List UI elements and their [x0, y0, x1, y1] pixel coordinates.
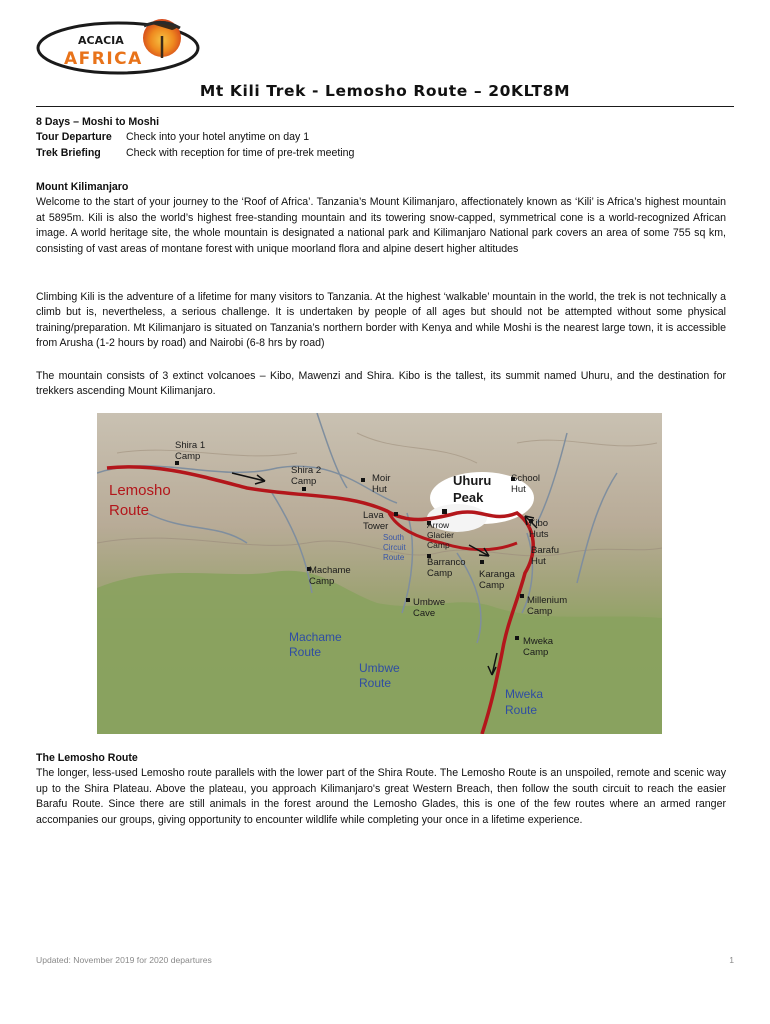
label-uhuru-l2: Peak: [453, 490, 484, 505]
label-uhuru-l1: Uhuru: [453, 473, 492, 488]
label-karanga-l2: Camp: [479, 580, 505, 591]
label-south-l3: Route: [383, 553, 405, 562]
label-karanga-l1: Karanga: [479, 569, 515, 580]
label-barafu-l1: Barafu: [531, 545, 559, 556]
label-south-l2: Circuit: [383, 543, 406, 552]
page-title: Mt Kili Trek - Lemosho Route – 20KLT8M: [199, 82, 571, 100]
label-barranco-l1: Barranco: [427, 557, 466, 568]
label-machame-l1: Machame: [309, 565, 351, 576]
label-barranco-l2: Camp: [427, 568, 453, 579]
label-millenium-l2: Camp: [527, 606, 553, 617]
label-school-l1: School: [511, 473, 541, 484]
page-number: 1: [729, 955, 734, 965]
label-school-l2: Hut: [511, 484, 526, 495]
label-millenium-l1: Millenium: [527, 595, 568, 606]
label-moir-l1: Moir: [372, 473, 391, 484]
label-kibo-l2: Huts: [529, 529, 549, 540]
logo-line2: AFRICA: [64, 49, 143, 69]
label-mweka-route-l1: Mweka: [505, 687, 544, 701]
label-umbwe-l1: Umbwe: [413, 597, 446, 608]
label-barafu-l2: Hut: [531, 556, 546, 567]
label-machame-l2: Camp: [309, 576, 335, 587]
footer-updated: Updated: November 2019 for 2020 departures: [36, 955, 212, 965]
label-umbwe-l2: Cave: [413, 608, 436, 619]
label-shira1-l2: Camp: [175, 451, 201, 462]
label-arrow-l3: Camp: [427, 540, 450, 550]
meta-label: Tour Departure: [36, 131, 112, 144]
label-lava-l2: Tower: [363, 521, 389, 532]
label-mweka-route-l2: Route: [505, 703, 538, 717]
label-kibo-l1: Kibo: [529, 518, 549, 529]
trip-meta: [36, 115, 726, 161]
label-shira2-l2: Camp: [291, 476, 317, 487]
logo-line1: ACACIA: [78, 34, 124, 47]
section-heading: The Lemosho Route: [36, 752, 138, 764]
meta-value: Check with reception for time of pre-trek meeting: [126, 146, 355, 159]
meta-row: [36, 146, 726, 161]
section-lemosho: [36, 751, 726, 828]
section-kilimanjaro: [36, 180, 726, 257]
paragraph: The longer, less-used Lemosho route parallels with the lower part of the Shira Route. The Lemosho Route is an unspoiled, remote and scenic way up to the Shira Plateau. Above the plateau, you approach Kilimanjaro's great Western Breach, then follow the south circuit to reach the easier Barafu Route. Since there are still animals in the forest around the Lemosho Glades, this is one of the few routes where an armed ranger accompanies our groups, giving opportunity to encounter wildlife while completing your once in a lifetime experience.: [36, 767, 726, 826]
label-umbwe-route-l1: Umbwe: [359, 661, 400, 675]
trip-duration: 8 Days – Moshi to Moshi: [36, 116, 160, 128]
route-map: [97, 413, 662, 734]
meta-row: [36, 130, 726, 145]
label-machame-route-l1: Machame: [289, 630, 342, 644]
label-shira1-l1: Shira 1: [175, 440, 206, 451]
label-machame-route-l2: Route: [289, 645, 322, 659]
paragraph: The mountain consists of 3 extinct volcanoes – Kibo, Mawenzi and Shira. Kibo is the tallest, its summit named Uhuru, and the destination for trekkers ascending Mount Kilimanjaro.: [36, 370, 726, 398]
label-shira2-l1: Shira 2: [291, 465, 322, 476]
label-arrow-l2: Glacier: [427, 530, 454, 540]
label-lava-l1: Lava: [363, 510, 384, 521]
label-lemosho-route-l2: Route: [109, 502, 150, 519]
acacia-africa-logo: [34, 14, 206, 76]
section-heading: Mount Kilimanjaro: [36, 181, 129, 193]
title-divider: [36, 106, 734, 107]
label-lemosho-route-l1: Lemosho: [109, 482, 171, 499]
label-mweka-l2: Camp: [523, 647, 549, 658]
meta-value: Check into your hotel anytime on day 1: [126, 131, 310, 144]
label-arrow-l1: Arrow: [427, 520, 450, 530]
paragraph: Welcome to the start of your journey to the ‘Roof of Africa’. Tanzania’s Mount Kilimanjaro, affectionately known as ‘Kili’ is Africa’s highest mountain at 5895m. Kili is also the world’s highest free-standing mountain and its towering snow-capped, symmetrical cone is a world-recognized African image. A world heritage site, the whole mountain is designated a national park and Kilimanjaro National park covers an area of some 755 sq km, consisting of vast areas of montane forest with unique moorland flora and alpine desert higher altitudes: [36, 196, 726, 255]
label-south-l1: South: [383, 533, 404, 542]
meta-label: Trek Briefing: [36, 146, 101, 159]
paragraph: Climbing Kili is the adventure of a lifetime for many visitors to Tanzania. At the highest ‘walkable’ mountain in the world, the trek is not technically a climb but is, nevertheless, a serious challenge. It is undertaken by people of all ages but should not be attempted without some physical training/preparation. Mt Kilimanjaro is situated on Tanzania’s northern border with Kenya and while Moshi is the nearest large town, it is accessible from Arusha (1-2 hours by road) and Nairobi (6-8 hrs by road): [36, 291, 726, 350]
label-mweka-l1: Mweka: [523, 636, 554, 647]
label-umbwe-route-l2: Route: [359, 676, 392, 690]
label-moir-l2: Hut: [372, 484, 387, 495]
